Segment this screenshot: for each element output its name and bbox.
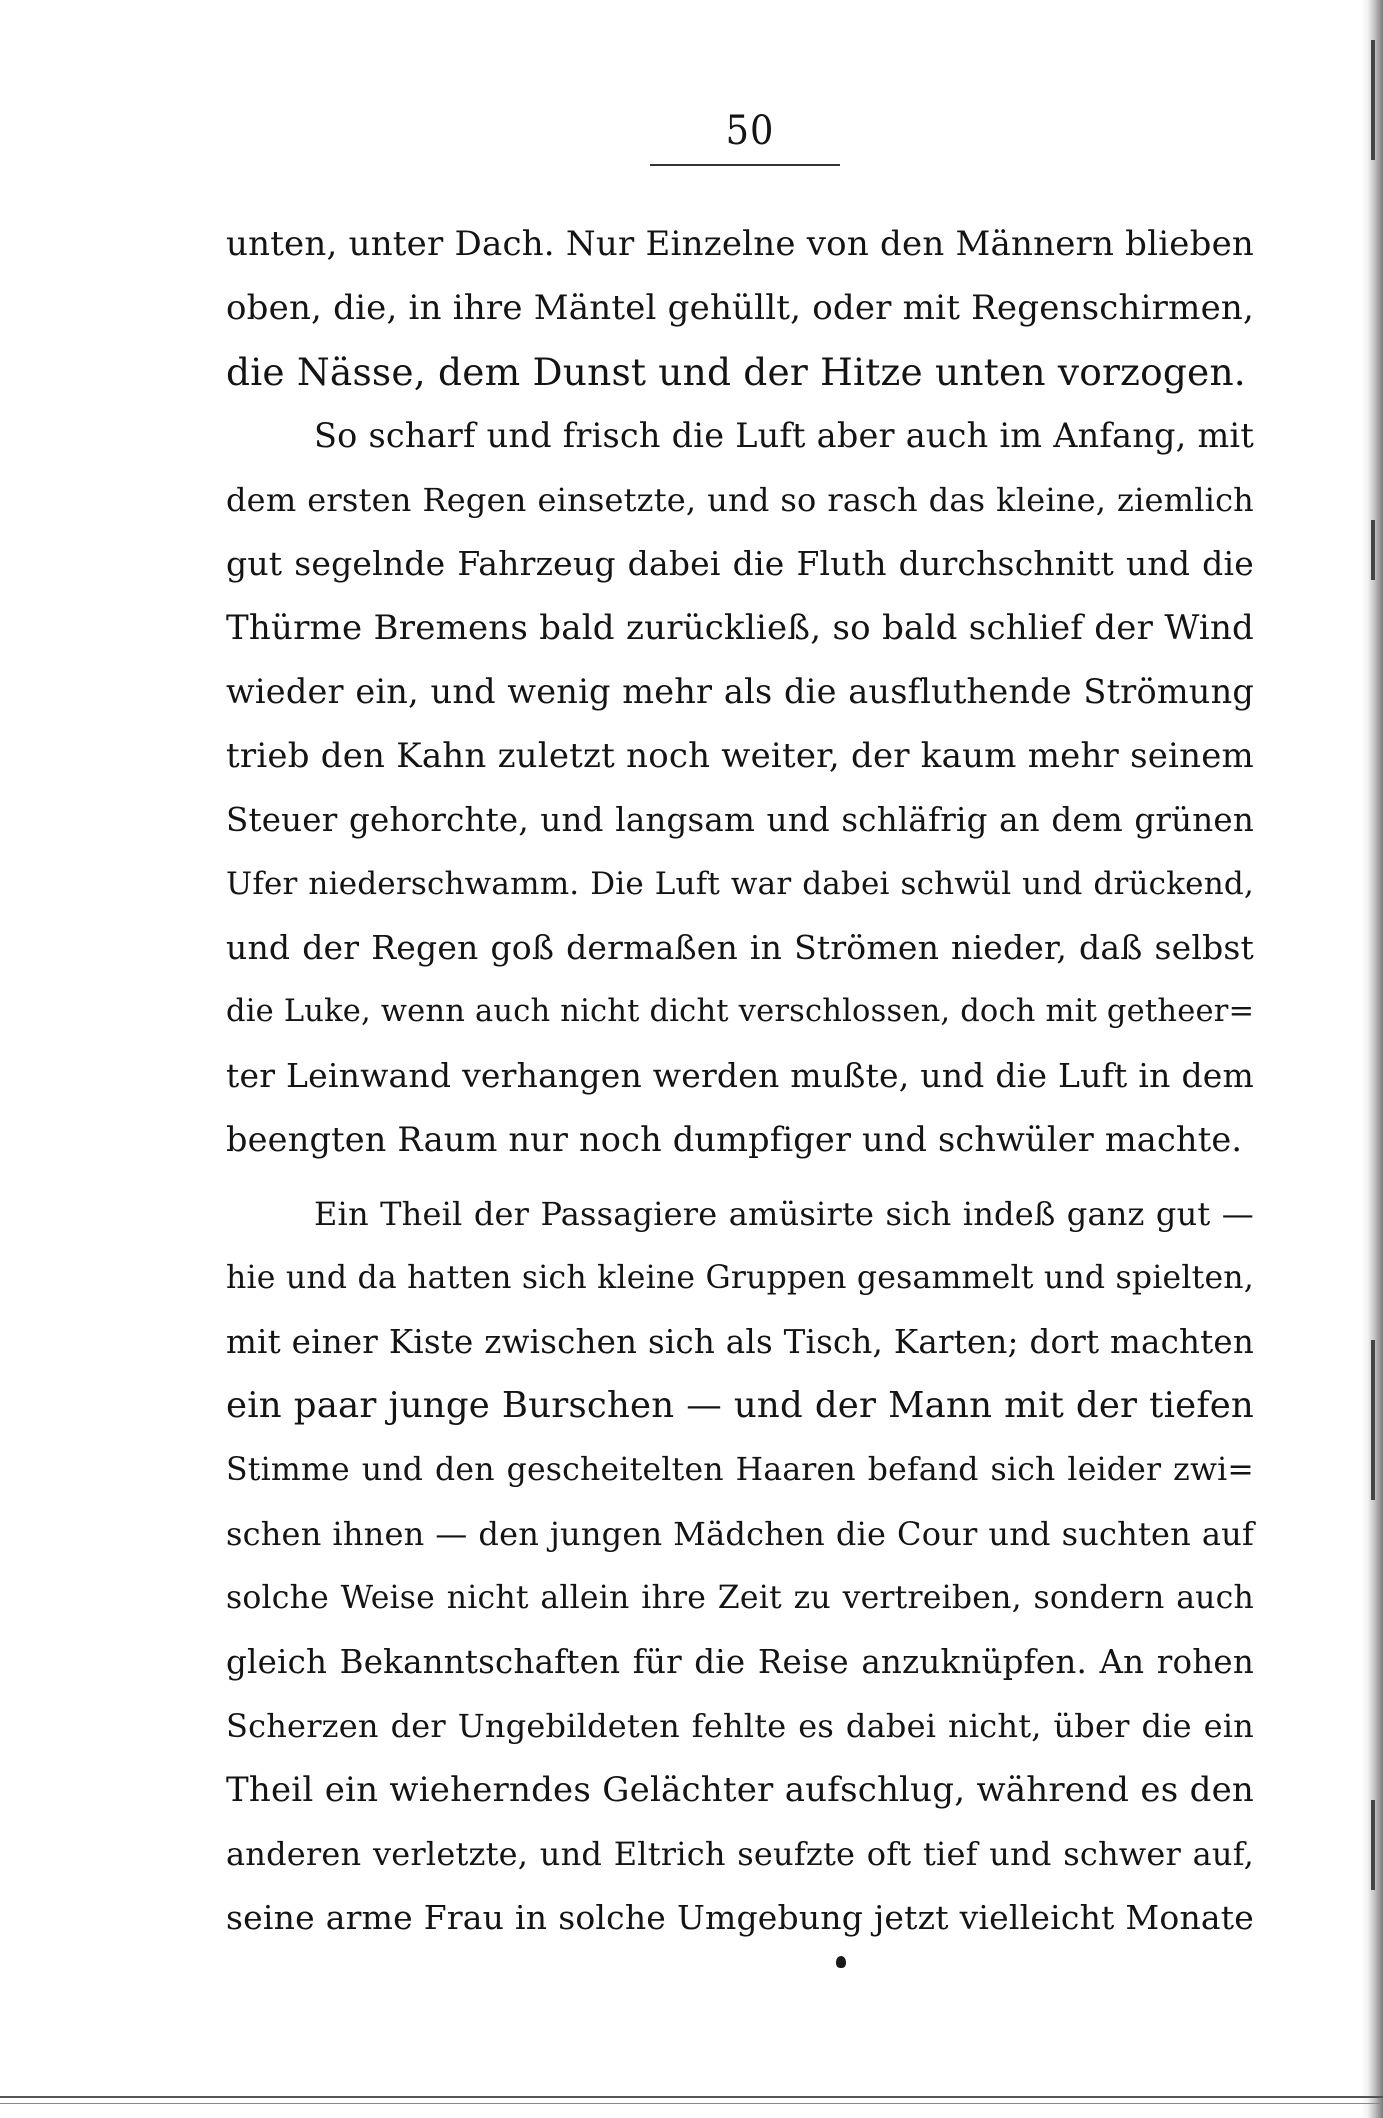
page-bottom-edge — [0, 2103, 1383, 2104]
text-line: und der Regen goß dermaßen in Strömen nieder, daß selbst — [226, 928, 1254, 967]
text-line: schen ihnen — den jungen Mädchen die Cour und suchten auf — [226, 1515, 1254, 1553]
text-line: ter Leinwand verhangen werden mußte, und die Luft in dem — [226, 1056, 1254, 1095]
edge-speck — [1371, 520, 1375, 580]
text-line: wieder ein, und wenig mehr als die ausfluthende Strömung — [226, 672, 1254, 711]
body-text — [226, 212, 1254, 1950]
text-line: seine arme Frau in solche Umgebung jetzt vielleicht Monate — [226, 1898, 1254, 1937]
text-line: ein paar junge Burschen — und der Mann mit der tiefen — [226, 1385, 1254, 1426]
text-line: Ein Theil der Passagiere amüsirte sich indeß ganz gut — — [314, 1195, 1254, 1233]
text-line: trieb den Kahn zuletzt noch weiter, der kaum mehr seinem — [226, 736, 1254, 776]
edge-speck — [1371, 1800, 1375, 1890]
text-line: Scherzen der Ungebildeten fehlte es dabei nicht, über die ein — [226, 1707, 1254, 1745]
page-number: 50 — [725, 108, 775, 154]
printer-mark — [836, 1956, 846, 1968]
edge-speck — [1371, 1340, 1375, 1500]
page-edge-shadow — [1361, 0, 1383, 2118]
text-line: Thürme Bremens bald zurückließ, so bald schlief der Wind — [226, 608, 1254, 648]
text-line: unten, unter Dach. Nur Einzelne von den Männern blieben — [226, 224, 1254, 264]
text-line: mit einer Kiste zwischen sich als Tisch, Karten; dort machten — [226, 1323, 1254, 1361]
text-line: gleich Bekanntschaften für die Reise anzuknüpfen. An rohen — [226, 1643, 1254, 1681]
text-line: Stimme und den gescheitelten Haaren befand sich leider zwi= — [226, 1452, 1254, 1488]
text-line: Theil ein wieherndes Gelächter aufschlug, während es den — [226, 1770, 1254, 1810]
text-line: gut segelnde Fahrzeug dabei die Fluth durchschnitt und die — [226, 544, 1254, 583]
text-line: beengten Raum nur noch dumpfiger und schwüler machte. — [226, 1120, 1243, 1159]
text-line: dem ersten Regen einsetzte, und so rasch das kleine, ziemlich — [226, 481, 1254, 519]
text-line: So scharf und frisch die Luft aber auch im Anfang, mit — [314, 416, 1254, 455]
header-rule — [650, 164, 840, 166]
text-line: anderen verletzte, und Eltrich seufzte oft tief und schwer auf, — [226, 1835, 1254, 1873]
text-line: Steuer gehorchte, und langsam und schläfrig an dem grünen — [226, 801, 1254, 839]
text-line: die Nässe, dem Dunst und der Hitze unten vorzogen. — [226, 350, 1246, 394]
text-line: Ufer niederschwamm. Die Luft war dabei schwül und drückend, — [226, 866, 1254, 902]
text-line: solche Weise nicht allein ihre Zeit zu vertreiben, sondern auch — [226, 1580, 1254, 1616]
text-line: hie und da hatten sich kleine Gruppen gesammelt und spielten, — [226, 1260, 1254, 1296]
text-line: die Luke, wenn auch nicht dicht verschlossen, doch mit getheer= — [226, 994, 1255, 1029]
page-bottom-edge — [0, 2096, 1383, 2098]
text-line: oben, die, in ihre Mäntel gehüllt, oder mit Regenschirmen, — [226, 288, 1254, 328]
